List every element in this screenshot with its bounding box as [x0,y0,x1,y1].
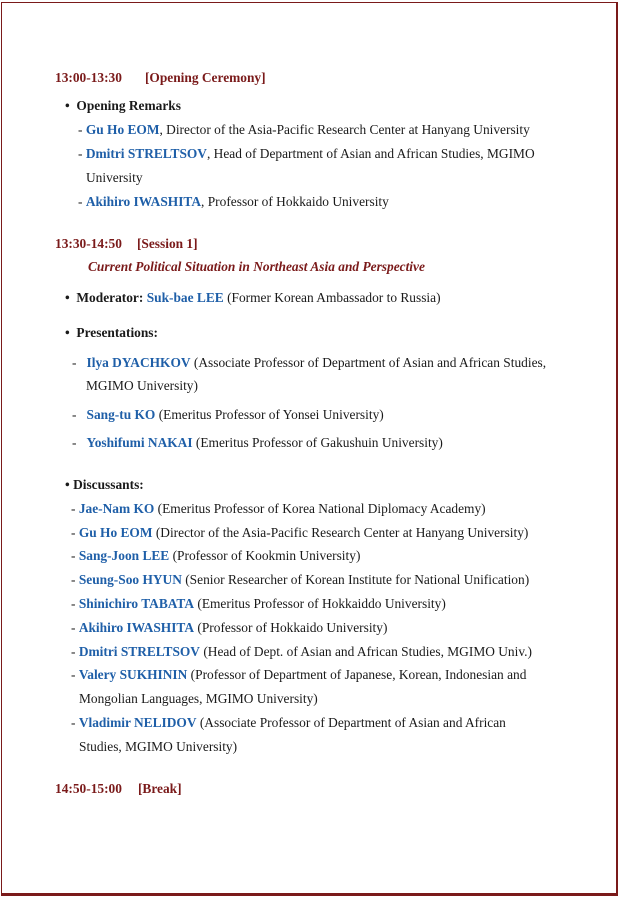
discussant-3: - Sang-Joon LEE (Professor of Kookmin University) [71,548,361,563]
discussant-8: - Valery SUKHININ (Professor of Department of Japanese, Korean, Indonesian and [71,667,527,682]
discussant-desc: (Professor of Kookmin University) [169,548,361,563]
discussant-8-cont: Mongolian Languages, MGIMO University) [79,691,318,706]
discussant-name: Seung-Soo HYUN [78,572,182,587]
break-title: [Break] [137,781,182,796]
opening-speaker-2: - Dmitri STRELTSOV, Head of Department of Asian and African Studies, MGIMO [78,146,535,161]
presenter-3: - Yoshifumi NAKAI (Emeritus Professor of Gakushuin University) [72,435,443,450]
discussant-desc: (Associate Professor of Department of Asian and African [196,715,506,730]
speaker-name: Gu Ho EOM [85,122,160,137]
opening-speaker-1: - Gu Ho EOM, Director of the Asia-Pacific Research Center at Hanyang University [78,122,530,137]
discussant-desc: (Professor of Department of Japanese, Korean, Indonesian and [187,667,527,682]
speaker-name: Dmitri STRELTSOV [85,146,207,161]
discussant-name: Shinichiro TABATA [78,596,195,611]
opening-speaker-3: - Akihiro IWASHITA, Professor of Hokkaido University [78,194,389,209]
discussant-9-cont: Studies, MGIMO University) [79,739,238,754]
discussant-6: - Akihiro IWASHITA (Professor of Hokkaido University) [71,620,388,635]
moderator-desc: (Former Korean Ambassador to Russia) [223,290,441,305]
presenter-name: Ilya DYACHKOV [86,355,191,370]
moderator-line: • Moderator: Suk-bae LEE (Former Korean Ambassador to Russia) [65,290,441,305]
presenter-1-cont: MGIMO University) [86,378,198,393]
opening-remarks-label: • Opening Remarks [65,98,181,113]
discussant-desc: (Emeritus Professor of Korea National Diplomacy Academy) [154,501,486,516]
discussant-name: Valery SUKHININ [78,667,188,682]
break-heading [55,780,182,798]
discussant-desc: (Senior Researcher of Korean Institute for National Unification) [181,572,530,587]
discussant-5: - Shinichiro TABATA (Emeritus Professor of Hokkaiddo University) [71,596,446,611]
speaker-name: Akihiro IWASHITA [85,194,202,209]
discussant-desc: (Head of Dept. of Asian and African Studies, MGIMO Univ.) [199,644,532,659]
speaker-desc: , Head of Department of Asian and African Studies, MGIMO [206,146,535,161]
break-time: 14:50-15:00 [55,781,122,796]
discussant-desc: (Professor of Hokkaido University) [194,620,388,635]
moderator-name: Suk-bae LEE [146,290,224,305]
presenter-desc: (Emeritus Professor of Yonsei University) [155,407,384,422]
presenter-name: Sang-tu KO [86,407,156,422]
discussant-4: - Seung-Soo HYUN (Senior Researcher of Korean Institute for National Unification) [71,572,530,587]
discussant-2: - Gu Ho EOM (Director of the Asia-Pacific Research Center at Hanyang University) [71,525,529,540]
discussant-name: Akihiro IWASHITA [78,620,195,635]
discussant-7: - Dmitri STRELTSOV (Head of Dept. of Asian and African Studies, MGIMO Univ.) [71,644,532,659]
opening-heading [55,69,266,87]
discussant-name: Dmitri STRELTSOV [78,644,200,659]
discussant-name: Jae-Nam KO [78,501,155,516]
session1-heading [55,235,198,253]
session1-title: [Session 1] [136,236,198,251]
discussant-1: - Jae-Nam KO (Emeritus Professor of Korea National Diplomacy Academy) [71,501,486,516]
presentations-label: • Presentations: [65,325,158,340]
presenter-name: Yoshifumi NAKAI [86,435,193,450]
speaker-desc: , Director of the Asia-Pacific Research Center at Hanyang University [159,122,530,137]
presenter-desc: (Emeritus Professor of Gakushuin University) [192,435,443,450]
session1-subtitle: Current Political Situation in Northeast Asia and Perspective [88,259,425,274]
discussant-desc: (Emeritus Professor of Hokkaiddo University) [194,596,446,611]
discussant-9: - Vladimir NELIDOV (Associate Professor of Department of Asian and African [71,715,506,730]
presenter-2: - Sang-tu KO (Emeritus Professor of Yonsei University) [72,407,384,422]
opening-speaker-2-cont: University [86,170,143,185]
moderator-label: Moderator: [76,290,144,305]
speaker-desc: , Professor of Hokkaido University [201,194,389,209]
presenter-1: - Ilya DYACHKOV (Associate Professor of Department of Asian and African Studies, [72,355,547,370]
session1-time: 13:30-14:50 [55,236,122,251]
opening-title: [Opening Ceremony] [144,70,266,85]
discussant-name: Vladimir NELIDOV [78,715,197,730]
discussant-name: Sang-Joon LEE [78,548,170,563]
opening-time: 13:00-13:30 [55,70,122,85]
presenter-desc: (Associate Professor of Department of Asian and African Studies, [190,355,547,370]
discussants-label: • Discussants: [65,477,144,492]
discussant-name: Gu Ho EOM [78,525,153,540]
discussant-desc: (Director of the Asia-Pacific Research Center at Hanyang University) [152,525,529,540]
